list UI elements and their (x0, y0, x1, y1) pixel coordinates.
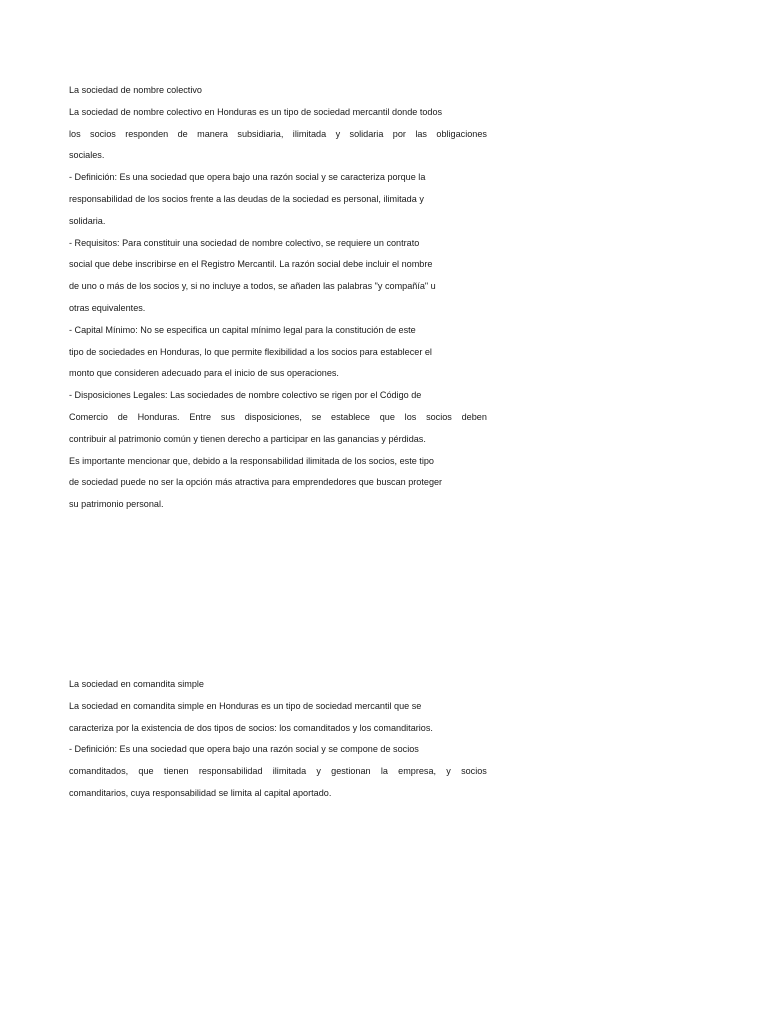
text-line: de sociedad puede no ser la opción más atractiva para emprendedores que buscan proteger (69, 477, 443, 488)
text-line: - Requisitos: Para constituir una sociedad de nombre colectivo, se requiere un contrato (69, 237, 420, 248)
text-line: tipo de sociedades en Honduras, lo que permite flexibilidad a los socios para establecer el (69, 346, 432, 357)
section-title: La sociedad de nombre colectivo (69, 85, 202, 95)
word: establece (331, 411, 370, 422)
text-line: La sociedad de nombre colectivo en Honduras es un tipo de sociedad mercantil donde todos (69, 106, 443, 117)
text-line: otras equivalentes. (69, 302, 146, 313)
text-line: Es importante mencionar que, debido a la responsabilidad ilimitada de los socios, este tipo (69, 455, 434, 466)
word: los (404, 411, 417, 422)
word: responsabilidad (198, 766, 263, 777)
text-line: caracteriza por la existencia de dos tipos de socios: los comanditados y los comanditarios. (69, 722, 433, 733)
section-comandita-simple (69, 674, 487, 805)
word: Honduras. (137, 411, 180, 422)
text-line (69, 407, 487, 429)
text-line: su patrimonio personal. (69, 499, 164, 510)
word: las (415, 128, 427, 139)
text-line (69, 124, 487, 146)
word: los (69, 128, 81, 139)
word: se (311, 411, 322, 422)
text-line: monto que consideren adecuado para el inicio de sus operaciones. (69, 368, 339, 379)
word: obligaciones (436, 128, 487, 139)
word: disposiciones, (244, 411, 302, 422)
text-line: comanditarios, cuya responsabilidad se limita al capital aportado. (69, 787, 332, 798)
word: comanditados, (69, 766, 129, 777)
word: responden (125, 128, 169, 139)
word: y (335, 128, 341, 139)
text-line: social que debe inscribirse en el Registro Mercantil. La razón social debe incluir el nombre (69, 259, 433, 270)
text-line (69, 761, 487, 783)
text-line: - Capital Mínimo: No se especifica un capital mínimo legal para la constitución de este (69, 324, 416, 335)
word: por (392, 128, 406, 139)
word: ilimitada (272, 766, 307, 777)
word: Entre (189, 411, 212, 422)
text-line: sociales. (69, 150, 105, 161)
word: que (379, 411, 395, 422)
word: Comercio (69, 411, 108, 422)
text-line: - Definición: Es una sociedad que opera bajo una razón social y se caracteriza porque la (69, 172, 426, 183)
word: la (380, 766, 388, 777)
text-line: de uno o más de los socios y, si no incluye a todos, se añaden las palabras "y compañía" u (69, 281, 436, 292)
word: socios (90, 128, 116, 139)
section-nombre-colectivo (69, 80, 487, 516)
section-title: La sociedad en comandita simple (69, 679, 204, 689)
word: manera (197, 128, 228, 139)
word: solidaria (349, 128, 384, 139)
word: socios (461, 766, 487, 777)
word: deben (461, 411, 487, 422)
word: y (446, 766, 451, 777)
text-line: responsabilidad de los socios frente a las deudas de la sociedad es personal, ilimitada y (69, 193, 424, 204)
word: ilimitada (292, 128, 327, 139)
text-line: - Disposiciones Legales: Las sociedades de nombre colectivo se rigen por el Código de (69, 390, 422, 401)
word: de (117, 411, 128, 422)
word: y (316, 766, 321, 777)
word: empresa, (398, 766, 437, 777)
word: tienen (163, 766, 189, 777)
word: de (177, 128, 188, 139)
word: gestionan (331, 766, 371, 777)
word: subsidiaria, (237, 128, 284, 139)
text-line: - Definición: Es una sociedad que opera bajo una razón social y se compone de socios (69, 744, 419, 755)
word: sus (220, 411, 235, 422)
word: que (138, 766, 154, 777)
word: socios (426, 411, 452, 422)
text-line: solidaria. (69, 215, 106, 226)
text-line: contribuir al patrimonio común y tienen derecho a participar en las ganancias y pérdidas. (69, 433, 426, 444)
text-line: La sociedad en comandita simple en Honduras es un tipo de sociedad mercantil que se (69, 700, 422, 711)
